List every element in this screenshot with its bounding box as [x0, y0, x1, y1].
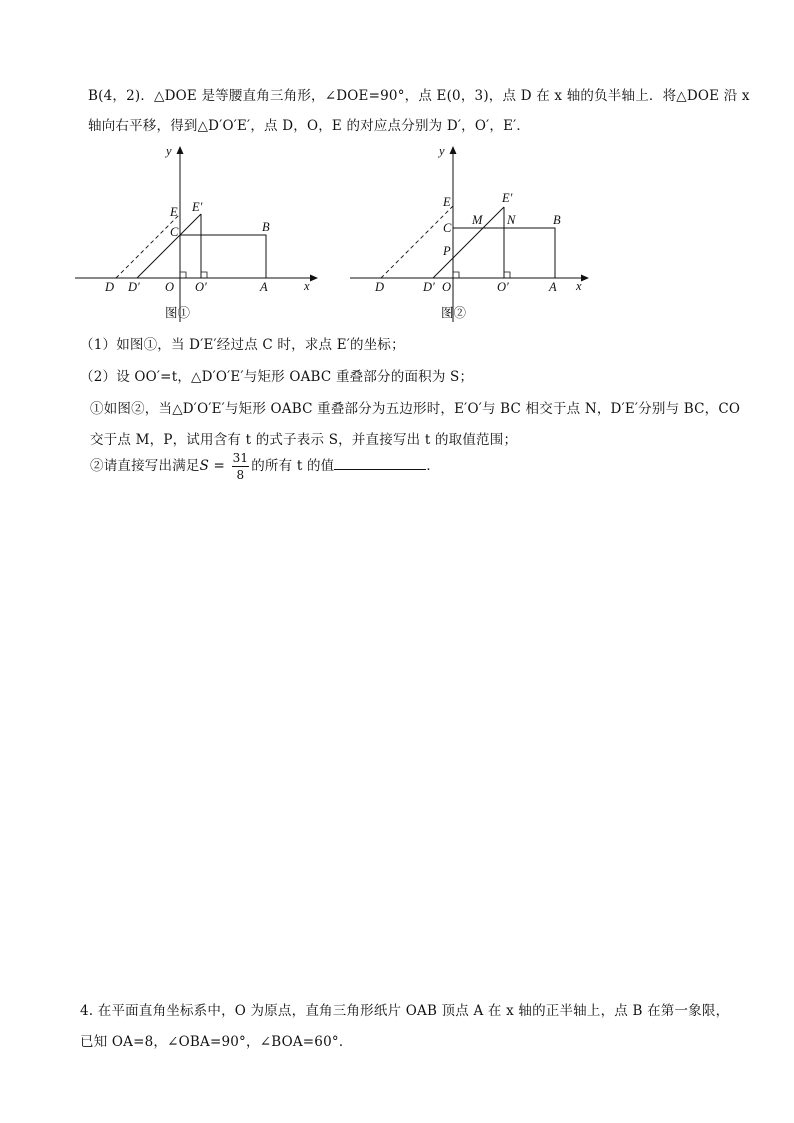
fig1-right-angle-o-prime — [201, 272, 207, 278]
question-2b — [90, 452, 440, 481]
question-2: （2）设 OO′=t，△D′O′E′与矩形 OABC 重叠部分的面积为 S； — [80, 369, 474, 385]
fig1-label-y: y — [166, 144, 172, 158]
figure-2 — [345, 140, 605, 326]
problem3-line2: 轴向右平移，得到△D′O′E′，点 D，O，E 的对应点分别为 D′，O′，E′． — [88, 118, 531, 134]
fig1-label-c: C — [170, 225, 179, 239]
fig1-dashed-de — [116, 214, 180, 278]
question-2b-suffix: 的所有 t 的值 — [251, 458, 335, 474]
fraction-31-8 — [232, 452, 250, 481]
fraction-numerator: 31 — [232, 451, 249, 465]
fig2-label-e-prime: E′ — [502, 191, 513, 205]
fig1-y-arrow — [177, 146, 184, 154]
fig2-label-a: A — [549, 280, 557, 294]
figure-1 — [70, 140, 330, 326]
fig2-label-x: x — [576, 279, 582, 293]
fig1-label-d-prime: D′ — [128, 280, 140, 294]
problem3-line1: B(4，2)．△DOE 是等腰直角三角形，∠DOE=90°，点 E(0，3)，点 D 在 x 轴的负半轴上．将△DOE 沿 x — [88, 88, 750, 104]
fig2-label-c: C — [443, 221, 452, 235]
question-2a-line2: 交于点 M，P，试用含有 t 的式子表示 S，并直接写出 t 的取值范围； — [90, 432, 518, 448]
question-2b-prefix: ②请直接写出满足 — [90, 458, 200, 474]
fig2-y-arrow — [450, 146, 457, 154]
question-2b-eq: = — [209, 458, 230, 474]
fig1-right-angle-o — [180, 272, 186, 278]
fig2-line-d-e-prime — [433, 207, 504, 278]
fig2-label-d-prime: D′ — [423, 280, 435, 294]
problem4-line2: 已知 OA=8，∠OBA=90°，∠BOA=60°． — [80, 1034, 353, 1050]
fig1-label-d: D — [105, 280, 115, 294]
fig1-caption: 图① — [165, 306, 191, 320]
answer-blank[interactable] — [334, 457, 426, 470]
fig2-label-y: y — [439, 144, 445, 158]
fig1-label-e-prime: E′ — [192, 200, 203, 214]
fig2-label-e: E — [443, 195, 451, 209]
fig1-label-b: B — [262, 220, 270, 234]
question-2b-var: S — [199, 458, 210, 474]
fig1-label-a: A — [260, 280, 268, 294]
fig2-label-d: D — [375, 280, 385, 294]
fig2-label-o: O — [442, 280, 452, 294]
fig2-label-n: N — [507, 213, 516, 227]
fig2-right-angle-o-prime — [504, 272, 510, 278]
fig2-label-m: M — [472, 213, 483, 227]
fig2-right-angle-o — [453, 272, 459, 278]
problem4-line1: 4. 在平面直角坐标系中，O 为原点，直角三角形纸片 OAB 顶点 A 在 x 轴的正半轴上，点 B 在第一象限， — [80, 1003, 730, 1019]
fraction-denominator: 8 — [236, 468, 245, 482]
question-2a-line1: ①如图②，当△D′O′E′与矩形 OABC 重叠部分为五边形时，E′O′与 BC 相交于点 N，D′E′分别与 BC，CO — [90, 401, 741, 417]
fig2-label-b: B — [553, 213, 561, 227]
fig1-label-x: x — [304, 279, 310, 293]
fig1-x-arrow — [310, 275, 318, 282]
fig2-dashed-de — [381, 206, 453, 278]
fig2-caption: 图② — [441, 306, 467, 320]
fig2-x-arrow — [581, 275, 589, 282]
fig1-label-o-prime: O′ — [195, 280, 207, 294]
fig2-label-p: P — [443, 244, 451, 258]
fig1-label-e: E — [170, 205, 178, 219]
question-1: （1）如图①，当 D′E′经过点 C 时，求点 E′的坐标； — [80, 337, 405, 353]
question-2b-end: ． — [426, 458, 441, 474]
fig1-rect-oabc — [180, 235, 266, 278]
fig1-label-o: O — [165, 280, 175, 294]
fig1-line-d-e-prime — [137, 214, 201, 278]
fig2-label-o-prime: O′ — [497, 280, 509, 294]
